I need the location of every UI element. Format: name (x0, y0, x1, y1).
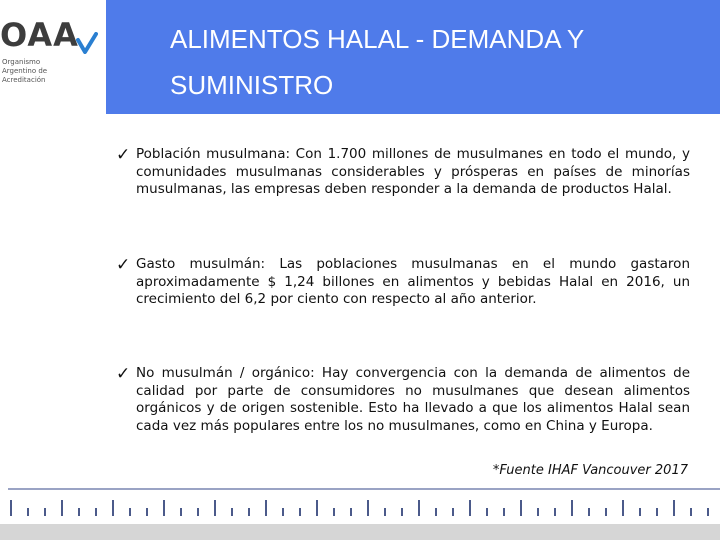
footer-tick (418, 500, 420, 516)
footer-tick (503, 508, 505, 516)
bullet-text: No musulmán / orgánico: Hay convergencia con la demanda de alimentos de calidad por parte de consumidores no musulmanes que desean alimentos orgánicos y de origen sostenible. Esto ha llevado a que los alimentos Halal sean cada vez más populares entre los no musulmanes, como en China y Europa. (136, 365, 690, 434)
footer-tick (520, 500, 522, 516)
footer-divider (8, 488, 720, 490)
footer-tick (571, 500, 573, 516)
footer-tick (333, 508, 335, 516)
bullet-text: Población musulmana: Con 1.700 millones de musulmanes en todo el mundo, y comunidades musulmanas considerables y prósperas en países de minorías musulmanas, las empresas deben responder a la demanda de productos Halal. (136, 146, 690, 198)
logo-text-line-1: Organismo (2, 58, 41, 66)
footer-tick (61, 500, 63, 516)
footer-tick (452, 508, 454, 516)
footer-tick (622, 500, 624, 516)
footer-tick (673, 500, 675, 516)
logo-text-line-3: Acreditación (2, 76, 46, 84)
footer-tick (469, 500, 471, 516)
footer-tick (384, 508, 386, 516)
bullet-text: Gasto musulmán: Las poblaciones musulmanas en el mundo gastaron aproximadamente $ 1,24 billones en alimentos y bebidas Halal en 2016, un crecimiento del 6,2 por ciento con respecto al año anterior. (136, 256, 690, 308)
footer-tick-pattern (0, 496, 720, 524)
footer-tick (231, 508, 233, 516)
footer-tick (316, 500, 318, 516)
title-header (106, 0, 720, 114)
logo-checkmark-icon (76, 32, 98, 54)
slide-title (170, 16, 710, 108)
oaa-logo (0, 0, 104, 112)
footer-tick (95, 508, 97, 516)
footer-tick (197, 508, 199, 516)
footer-tick (486, 508, 488, 516)
slide-title-line-2: SUMINISTRO (170, 70, 334, 100)
footer-tick (639, 508, 641, 516)
footer-tick (10, 500, 12, 516)
footer-tick (27, 508, 29, 516)
footer-tick (299, 508, 301, 516)
bullet-gasto (116, 256, 690, 309)
footer-tick (350, 508, 352, 516)
footer-tick (146, 508, 148, 516)
footer-tick (180, 508, 182, 516)
bullet-no-musulman (116, 365, 690, 435)
bullet-poblacion (116, 146, 690, 199)
footer-tick (282, 508, 284, 516)
footer-band (0, 524, 720, 540)
footer-tick (112, 500, 114, 516)
slide-title-line-1: ALIMENTOS HALAL - DEMANDA Y (170, 24, 585, 54)
footer-tick (554, 508, 556, 516)
footer-tick (537, 508, 539, 516)
footer-tick (588, 508, 590, 516)
footer-tick (367, 500, 369, 516)
footer-tick (214, 500, 216, 516)
footer-tick (129, 508, 131, 516)
logo-text-line-2: Argentino de (2, 67, 48, 75)
footer-tick (163, 500, 165, 516)
footer-tick (707, 508, 709, 516)
footer-tick (78, 508, 80, 516)
checkmark-icon: ✓ (116, 145, 131, 165)
footer-tick (690, 508, 692, 516)
footer-tick (265, 500, 267, 516)
source-note: *Fuente IHAF Vancouver 2017 (492, 463, 688, 478)
footer-tick (605, 508, 607, 516)
footer-tick (401, 508, 403, 516)
logo-wordmark: OAA (0, 16, 79, 54)
footer-tick (248, 508, 250, 516)
checkmark-icon: ✓ (116, 255, 131, 275)
footer-tick (44, 508, 46, 516)
checkmark-icon: ✓ (116, 364, 131, 384)
footer-tick (435, 508, 437, 516)
footer-tick (656, 508, 658, 516)
